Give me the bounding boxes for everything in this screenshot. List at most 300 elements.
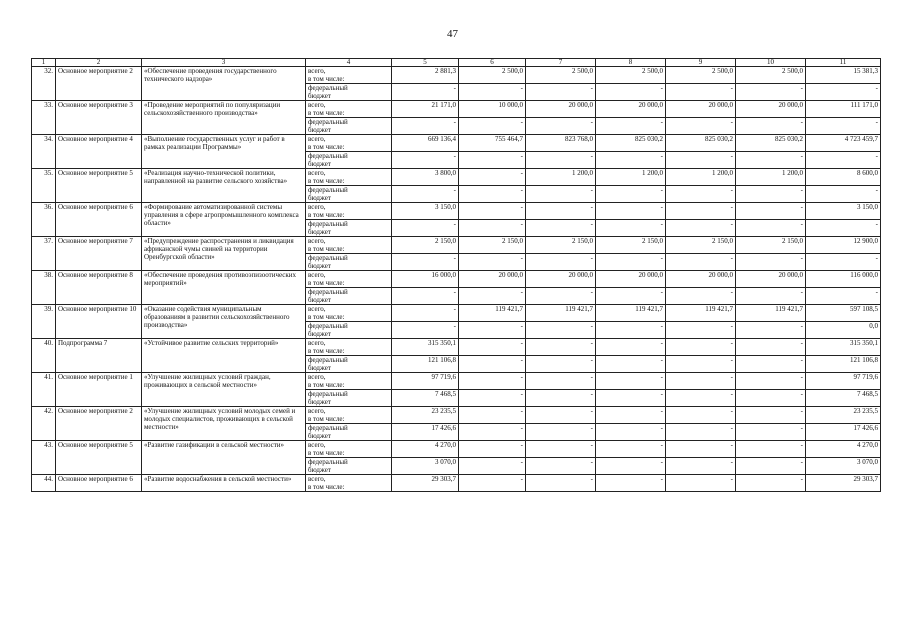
federal-label: федеральный bbox=[308, 424, 348, 432]
amount-total: - bbox=[666, 373, 736, 390]
federal-label: федеральный bbox=[308, 118, 348, 126]
table-row bbox=[32, 475, 881, 492]
amount-total: 20 000,0 bbox=[736, 271, 806, 288]
amount-federal: - bbox=[596, 356, 666, 373]
budget-label: бюджет bbox=[308, 92, 331, 100]
amount-total: 10 000,0 bbox=[459, 101, 526, 118]
row-number: 43. bbox=[32, 441, 56, 475]
row-number: 38. bbox=[32, 271, 56, 305]
amount-federal: - bbox=[392, 118, 459, 135]
amount-total: 20 000,0 bbox=[526, 101, 596, 118]
federal-label: федеральный bbox=[308, 254, 348, 262]
amount-total: 669 136,4 bbox=[392, 135, 459, 152]
column-header: 5 bbox=[392, 59, 459, 67]
amount-federal: - bbox=[526, 118, 596, 135]
measure-title: «Предупреждение распространения и ликвидация африканской чумы свиней на территории Оренбургской области» bbox=[142, 237, 306, 271]
amount-federal: - bbox=[459, 254, 526, 271]
amount-federal: - bbox=[392, 322, 459, 339]
amount-federal: - bbox=[596, 322, 666, 339]
table-row bbox=[32, 271, 881, 288]
funding-type-total bbox=[306, 271, 392, 288]
row-number: 37. bbox=[32, 237, 56, 271]
amount-total: 20 000,0 bbox=[596, 271, 666, 288]
amount-total: 23 235,5 bbox=[806, 407, 881, 424]
amount-total: - bbox=[459, 475, 526, 492]
amount-total: - bbox=[666, 339, 736, 356]
total-label: всего, bbox=[308, 373, 326, 381]
amount-total: 3 800,0 bbox=[392, 169, 459, 186]
total-label: всего, bbox=[308, 135, 326, 143]
amount-federal: - bbox=[459, 152, 526, 169]
amount-federal: - bbox=[806, 118, 881, 135]
funding-type-total bbox=[306, 169, 392, 186]
table-row bbox=[32, 67, 881, 84]
including-label: в том числе: bbox=[308, 177, 345, 185]
budget-label: бюджет bbox=[308, 398, 331, 406]
amount-total: 1 200,0 bbox=[526, 169, 596, 186]
amount-total: 97 719,6 bbox=[806, 373, 881, 390]
amount-federal: - bbox=[666, 390, 736, 407]
amount-total: - bbox=[596, 441, 666, 458]
row-number: 32. bbox=[32, 67, 56, 101]
amount-federal: - bbox=[596, 390, 666, 407]
amount-total: - bbox=[736, 441, 806, 458]
measure-title: «Формирование автоматизированной системы управления в сфере агропромышленного комплекса области» bbox=[142, 203, 306, 237]
amount-federal: - bbox=[736, 322, 806, 339]
amount-federal: - bbox=[392, 220, 459, 237]
including-label: в том числе: bbox=[308, 279, 345, 287]
funding-type-total bbox=[306, 441, 392, 458]
amount-federal: - bbox=[526, 424, 596, 441]
amount-total: - bbox=[736, 373, 806, 390]
funding-type-federal bbox=[306, 424, 392, 441]
funding-type-total bbox=[306, 67, 392, 84]
amount-total: 23 235,5 bbox=[392, 407, 459, 424]
measure-title: «Улучшение жилищных условий граждан, проживающих в сельской местности» bbox=[142, 373, 306, 407]
total-label: всего, bbox=[308, 67, 326, 75]
amount-federal: - bbox=[666, 152, 736, 169]
amount-federal: - bbox=[736, 220, 806, 237]
amount-total: 755 464,7 bbox=[459, 135, 526, 152]
measure-name: Основное мероприятие 6 bbox=[56, 203, 142, 237]
row-number: 40. bbox=[32, 339, 56, 373]
amount-federal: - bbox=[596, 118, 666, 135]
table-row bbox=[32, 373, 881, 390]
table-row bbox=[32, 339, 881, 356]
funding-type-federal bbox=[306, 458, 392, 475]
budget-label: бюджет bbox=[308, 296, 331, 304]
funding-type-federal bbox=[306, 288, 392, 305]
budget-table bbox=[31, 58, 881, 492]
amount-total: 315 350,1 bbox=[392, 339, 459, 356]
amount-total: 2 881,3 bbox=[392, 67, 459, 84]
amount-total: 2 500,0 bbox=[459, 67, 526, 84]
amount-federal: 121 106,8 bbox=[392, 356, 459, 373]
amount-federal: - bbox=[526, 254, 596, 271]
including-label: в том числе: bbox=[308, 75, 345, 83]
measure-title: «Выполнение государственных услуг и работ в рамках реализации Программы» bbox=[142, 135, 306, 169]
budget-label: бюджет bbox=[308, 262, 331, 270]
funding-type-total bbox=[306, 237, 392, 254]
amount-total: - bbox=[596, 373, 666, 390]
amount-federal: - bbox=[736, 186, 806, 203]
amount-federal: - bbox=[666, 288, 736, 305]
measure-name: Основное мероприятие 2 bbox=[56, 407, 142, 441]
row-number: 39. bbox=[32, 305, 56, 339]
amount-total: - bbox=[526, 441, 596, 458]
amount-total: - bbox=[666, 203, 736, 220]
amount-total: 8 600,0 bbox=[806, 169, 881, 186]
amount-federal: - bbox=[392, 288, 459, 305]
amount-total: - bbox=[666, 407, 736, 424]
budget-label: бюджет bbox=[308, 364, 331, 372]
funding-type-federal bbox=[306, 254, 392, 271]
amount-total: - bbox=[526, 203, 596, 220]
including-label: в том числе: bbox=[308, 381, 345, 389]
amount-total: 12 900,0 bbox=[806, 237, 881, 254]
row-number: 44. bbox=[32, 475, 56, 492]
amount-total: 116 000,0 bbox=[806, 271, 881, 288]
row-number: 42. bbox=[32, 407, 56, 441]
row-number: 33. bbox=[32, 101, 56, 135]
amount-total: 2 150,0 bbox=[736, 237, 806, 254]
measure-name: Основное мероприятие 5 bbox=[56, 441, 142, 475]
column-header: 7 bbox=[526, 59, 596, 67]
amount-federal: - bbox=[526, 186, 596, 203]
amount-total: 825 030,2 bbox=[736, 135, 806, 152]
measure-title: «Оказание содействия муниципальным образованиям в развитии сельскохозяйственного производства» bbox=[142, 305, 306, 339]
column-header: 9 bbox=[666, 59, 736, 67]
amount-total: - bbox=[459, 373, 526, 390]
amount-total: 119 421,7 bbox=[526, 305, 596, 322]
amount-total: 2 500,0 bbox=[666, 67, 736, 84]
amount-total: 29 303,7 bbox=[392, 475, 459, 492]
amount-federal: - bbox=[736, 84, 806, 101]
amount-total: 119 421,7 bbox=[736, 305, 806, 322]
amount-total: 825 030,2 bbox=[596, 135, 666, 152]
amount-total: 2 500,0 bbox=[526, 67, 596, 84]
amount-federal: - bbox=[526, 152, 596, 169]
row-number: 41. bbox=[32, 373, 56, 407]
total-label: всего, bbox=[308, 271, 326, 279]
including-label: в том числе: bbox=[308, 109, 345, 117]
amount-federal: - bbox=[392, 186, 459, 203]
amount-total: 2 150,0 bbox=[392, 237, 459, 254]
row-number: 34. bbox=[32, 135, 56, 169]
table-row bbox=[32, 237, 881, 254]
amount-total: - bbox=[459, 407, 526, 424]
amount-federal: - bbox=[736, 356, 806, 373]
funding-type-total bbox=[306, 407, 392, 424]
total-label: всего, bbox=[308, 169, 326, 177]
federal-label: федеральный bbox=[308, 220, 348, 228]
amount-federal: - bbox=[459, 84, 526, 101]
budget-label: бюджет bbox=[308, 194, 331, 202]
amount-federal: - bbox=[736, 458, 806, 475]
amount-total: 1 200,0 bbox=[666, 169, 736, 186]
amount-federal: - bbox=[596, 288, 666, 305]
amount-federal: - bbox=[736, 152, 806, 169]
measure-name: Основное мероприятие 8 bbox=[56, 271, 142, 305]
amount-total: - bbox=[459, 203, 526, 220]
amount-total: - bbox=[596, 203, 666, 220]
including-label: в том числе: bbox=[308, 211, 345, 219]
amount-federal: - bbox=[596, 220, 666, 237]
table-row bbox=[32, 441, 881, 458]
total-label: всего, bbox=[308, 237, 326, 245]
amount-federal: - bbox=[596, 152, 666, 169]
amount-federal: - bbox=[459, 288, 526, 305]
measure-name: Основное мероприятие 6 bbox=[56, 475, 142, 492]
federal-label: федеральный bbox=[308, 322, 348, 330]
amount-federal: - bbox=[596, 424, 666, 441]
measure-title: «Улучшение жилищных условий молодых семей и молодых специалистов, проживающих в сельской местности» bbox=[142, 407, 306, 441]
amount-total: 3 150,0 bbox=[806, 203, 881, 220]
amount-total: 16 000,0 bbox=[392, 271, 459, 288]
amount-total: 119 421,7 bbox=[666, 305, 736, 322]
amount-total: 21 171,0 bbox=[392, 101, 459, 118]
measure-name: Основное мероприятие 10 bbox=[56, 305, 142, 339]
table-header bbox=[32, 59, 881, 67]
total-label: всего, bbox=[308, 441, 326, 449]
funding-type-total bbox=[306, 305, 392, 322]
amount-federal: - bbox=[526, 220, 596, 237]
amount-total: - bbox=[736, 203, 806, 220]
amount-federal: 3 070,0 bbox=[806, 458, 881, 475]
amount-total: - bbox=[666, 475, 736, 492]
amount-total: - bbox=[459, 441, 526, 458]
amount-total: - bbox=[596, 339, 666, 356]
amount-federal: - bbox=[666, 356, 736, 373]
measure-title: «Обеспечение проведения противоэпизоотических мероприятий» bbox=[142, 271, 306, 305]
amount-federal: - bbox=[526, 322, 596, 339]
amount-federal: - bbox=[666, 220, 736, 237]
measure-name: Основное мероприятие 7 bbox=[56, 237, 142, 271]
total-label: всего, bbox=[308, 203, 326, 211]
funding-type-federal bbox=[306, 390, 392, 407]
federal-label: федеральный bbox=[308, 356, 348, 364]
column-header: 1 bbox=[32, 59, 56, 67]
amount-total: 2 150,0 bbox=[459, 237, 526, 254]
measure-title: «Реализация научно-технической политики, направленной на развитие сельского хозяйства» bbox=[142, 169, 306, 203]
amount-federal: - bbox=[392, 254, 459, 271]
funding-type-federal bbox=[306, 356, 392, 373]
measure-title: «Устойчивое развитие сельских территорий» bbox=[142, 339, 306, 373]
amount-total: 4 270,0 bbox=[806, 441, 881, 458]
column-header: 2 bbox=[56, 59, 142, 67]
amount-federal: - bbox=[459, 118, 526, 135]
amount-federal: - bbox=[666, 118, 736, 135]
amount-total: 1 200,0 bbox=[596, 169, 666, 186]
amount-federal: - bbox=[459, 424, 526, 441]
amount-total: - bbox=[526, 475, 596, 492]
funding-type-total bbox=[306, 475, 392, 492]
column-header: 6 bbox=[459, 59, 526, 67]
row-number: 35. bbox=[32, 169, 56, 203]
federal-label: федеральный bbox=[308, 84, 348, 92]
amount-total: - bbox=[736, 339, 806, 356]
funding-type-total bbox=[306, 373, 392, 390]
total-label: всего, bbox=[308, 339, 326, 347]
amount-federal: - bbox=[392, 152, 459, 169]
table-row bbox=[32, 101, 881, 118]
amount-federal: 17 426,6 bbox=[806, 424, 881, 441]
amount-total: 2 150,0 bbox=[666, 237, 736, 254]
amount-total: 2 500,0 bbox=[736, 67, 806, 84]
funding-type-total bbox=[306, 339, 392, 356]
measure-title: «Обеспечение проведения государственного технического надзора» bbox=[142, 67, 306, 101]
funding-type-total bbox=[306, 135, 392, 152]
federal-label: федеральный bbox=[308, 458, 348, 466]
funding-type-federal bbox=[306, 152, 392, 169]
amount-federal: 121 106,8 bbox=[806, 356, 881, 373]
including-label: в том числе: bbox=[308, 313, 345, 321]
amount-total: - bbox=[736, 475, 806, 492]
amount-total: 4 723 459,7 bbox=[806, 135, 881, 152]
amount-federal: - bbox=[736, 390, 806, 407]
amount-total: 2 150,0 bbox=[526, 237, 596, 254]
budget-label: бюджет bbox=[308, 160, 331, 168]
budget-label: бюджет bbox=[308, 126, 331, 134]
including-label: в том числе: bbox=[308, 483, 345, 491]
amount-total: 20 000,0 bbox=[666, 271, 736, 288]
table-row bbox=[32, 135, 881, 152]
amount-federal: - bbox=[459, 390, 526, 407]
amount-federal: - bbox=[459, 356, 526, 373]
measure-name: Основное мероприятие 1 bbox=[56, 373, 142, 407]
amount-federal: - bbox=[806, 152, 881, 169]
amount-federal: - bbox=[736, 288, 806, 305]
table-row bbox=[32, 203, 881, 220]
amount-federal: - bbox=[806, 288, 881, 305]
amount-federal: - bbox=[526, 390, 596, 407]
amount-total: 825 030,2 bbox=[666, 135, 736, 152]
measure-title: «Проведение мероприятий по популяризации сельскохозяйственного производства» bbox=[142, 101, 306, 135]
amount-total: - bbox=[526, 339, 596, 356]
amount-total: 597 108,5 bbox=[806, 305, 881, 322]
amount-federal: - bbox=[666, 254, 736, 271]
amount-total: 2 500,0 bbox=[596, 67, 666, 84]
including-label: в том числе: bbox=[308, 449, 345, 457]
amount-total: 20 000,0 bbox=[459, 271, 526, 288]
amount-total: 823 768,0 bbox=[526, 135, 596, 152]
table-body bbox=[32, 67, 881, 492]
amount-federal: - bbox=[666, 84, 736, 101]
amount-total: - bbox=[596, 407, 666, 424]
amount-total: 119 421,7 bbox=[459, 305, 526, 322]
funding-type-total bbox=[306, 101, 392, 118]
amount-total: - bbox=[526, 373, 596, 390]
amount-federal: - bbox=[596, 84, 666, 101]
including-label: в том числе: bbox=[308, 143, 345, 151]
funding-type-federal bbox=[306, 186, 392, 203]
amount-federal: - bbox=[526, 458, 596, 475]
amount-federal: - bbox=[806, 84, 881, 101]
table-row bbox=[32, 407, 881, 424]
funding-type-federal bbox=[306, 220, 392, 237]
amount-total: 20 000,0 bbox=[526, 271, 596, 288]
column-header: 11 bbox=[806, 59, 881, 67]
amount-federal: 0,0 bbox=[806, 322, 881, 339]
budget-label: бюджет bbox=[308, 228, 331, 236]
amount-federal: - bbox=[596, 458, 666, 475]
amount-federal: 3 070,0 bbox=[392, 458, 459, 475]
funding-type-federal bbox=[306, 322, 392, 339]
amount-federal: - bbox=[806, 220, 881, 237]
amount-federal: - bbox=[666, 322, 736, 339]
amount-federal: - bbox=[459, 322, 526, 339]
amount-federal: - bbox=[526, 84, 596, 101]
amount-total: - bbox=[736, 407, 806, 424]
amount-federal: - bbox=[736, 254, 806, 271]
amount-federal: - bbox=[459, 458, 526, 475]
amount-federal: - bbox=[806, 186, 881, 203]
amount-federal: - bbox=[736, 118, 806, 135]
total-label: всего, bbox=[308, 475, 326, 483]
amount-total: - bbox=[666, 441, 736, 458]
amount-total: 111 171,0 bbox=[806, 101, 881, 118]
measure-name: Основное мероприятие 2 bbox=[56, 67, 142, 101]
amount-federal: - bbox=[526, 356, 596, 373]
column-header: 3 bbox=[142, 59, 306, 67]
including-label: в том числе: bbox=[308, 245, 345, 253]
amount-total: 20 000,0 bbox=[736, 101, 806, 118]
amount-total: 119 421,7 bbox=[596, 305, 666, 322]
total-label: всего, bbox=[308, 305, 326, 313]
measure-name: Основное мероприятие 4 bbox=[56, 135, 142, 169]
amount-total: 97 719,6 bbox=[392, 373, 459, 390]
measure-title: «Развитие газификации в сельской местности» bbox=[142, 441, 306, 475]
including-label: в том числе: bbox=[308, 347, 345, 355]
measure-name: Основное мероприятие 5 bbox=[56, 169, 142, 203]
funding-type-federal bbox=[306, 84, 392, 101]
row-number: 36. bbox=[32, 203, 56, 237]
amount-total: - bbox=[596, 475, 666, 492]
amount-total: 29 303,7 bbox=[806, 475, 881, 492]
amount-total: - bbox=[392, 305, 459, 322]
amount-total: 15 381,3 bbox=[806, 67, 881, 84]
amount-total: - bbox=[526, 407, 596, 424]
amount-total: 4 270,0 bbox=[392, 441, 459, 458]
including-label: в том числе: bbox=[308, 415, 345, 423]
amount-federal: - bbox=[392, 84, 459, 101]
amount-federal: 7 468,5 bbox=[392, 390, 459, 407]
budget-label: бюджет bbox=[308, 330, 331, 338]
amount-total: 2 150,0 bbox=[596, 237, 666, 254]
amount-federal: 7 468,5 bbox=[806, 390, 881, 407]
funding-type-total bbox=[306, 203, 392, 220]
amount-total: 20 000,0 bbox=[666, 101, 736, 118]
amount-federal: 17 426,6 bbox=[392, 424, 459, 441]
table-row bbox=[32, 305, 881, 322]
amount-federal: - bbox=[526, 288, 596, 305]
amount-federal: - bbox=[806, 254, 881, 271]
amount-total: 3 150,0 bbox=[392, 203, 459, 220]
column-header: 10 bbox=[736, 59, 806, 67]
amount-federal: - bbox=[459, 220, 526, 237]
amount-federal: - bbox=[736, 424, 806, 441]
federal-label: федеральный bbox=[308, 152, 348, 160]
column-header: 8 bbox=[596, 59, 666, 67]
amount-total: 1 200,0 bbox=[736, 169, 806, 186]
amount-total: 20 000,0 bbox=[596, 101, 666, 118]
amount-federal: - bbox=[666, 458, 736, 475]
amount-federal: - bbox=[596, 254, 666, 271]
amount-federal: - bbox=[596, 186, 666, 203]
amount-total: 315 350,1 bbox=[806, 339, 881, 356]
measure-name: Основное мероприятие 3 bbox=[56, 101, 142, 135]
measure-name: Подпрограмма 7 bbox=[56, 339, 142, 373]
